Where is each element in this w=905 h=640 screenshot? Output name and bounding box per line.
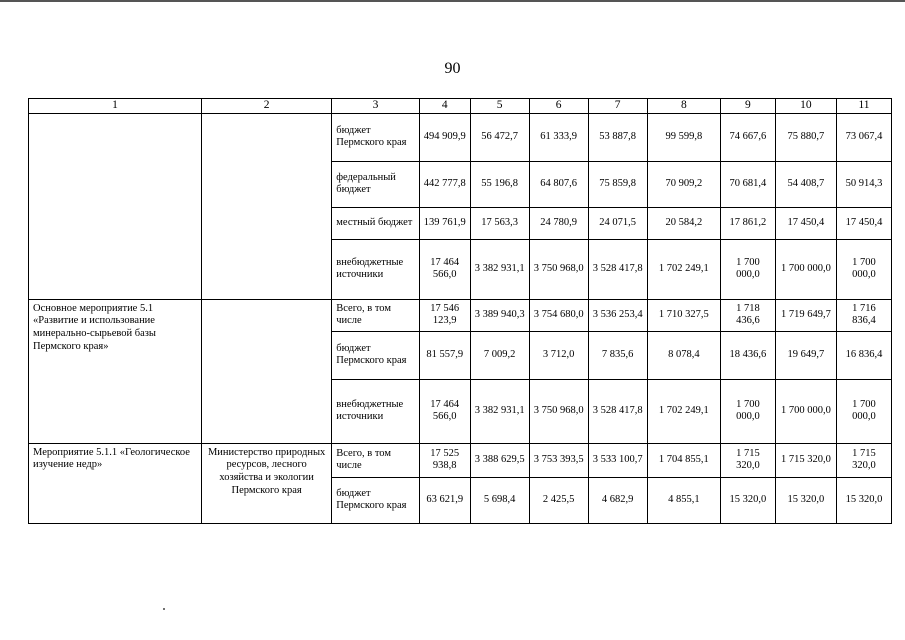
amount-cell: 53 887,8 <box>588 113 647 161</box>
funding-source: бюджет Пермского края <box>332 113 420 161</box>
amount-cell: 3 528 417,8 <box>588 379 647 443</box>
amount-cell: 7 835,6 <box>588 331 647 379</box>
executor: Министерство природных ресурсов, лесного хозяйства и экологии Пермского края <box>202 443 332 523</box>
amount-cell: 70 909,2 <box>647 161 720 207</box>
amount-cell: 17 450,4 <box>836 207 891 239</box>
amount-cell: 17 525 938,8 <box>419 443 470 477</box>
amount-cell: 18 436,6 <box>720 331 775 379</box>
scan-speck <box>163 608 165 610</box>
funding-source: бюджет Пермского края <box>332 477 420 523</box>
amount-cell: 55 196,8 <box>470 161 529 207</box>
amount-cell: 54 408,7 <box>775 161 836 207</box>
amount-cell: 1 718 436,6 <box>720 299 775 331</box>
amount-cell: 3 750 968,0 <box>529 379 588 443</box>
amount-cell: 81 557,9 <box>419 331 470 379</box>
amount-cell: 1 700 000,0 <box>836 379 891 443</box>
amount-cell: 3 750 968,0 <box>529 239 588 299</box>
amount-cell: 75 859,8 <box>588 161 647 207</box>
table-row <box>29 443 892 477</box>
amount-cell: 3 533 100,7 <box>588 443 647 477</box>
amount-cell: 64 807,6 <box>529 161 588 207</box>
amount-cell: 3 388 629,5 <box>470 443 529 477</box>
column-header-10: 10 <box>775 99 836 114</box>
amount-cell: 63 621,9 <box>419 477 470 523</box>
amount-cell: 1 716 836,4 <box>836 299 891 331</box>
amount-cell: 17 464 566,0 <box>419 239 470 299</box>
amount-cell: 75 880,7 <box>775 113 836 161</box>
amount-cell: 2 425,5 <box>529 477 588 523</box>
column-header-2: 2 <box>202 99 332 114</box>
column-header-11: 11 <box>836 99 891 114</box>
amount-cell: 3 382 931,1 <box>470 379 529 443</box>
amount-cell: 4 682,9 <box>588 477 647 523</box>
amount-cell: 24 071,5 <box>588 207 647 239</box>
funding-source: бюджет Пермского края <box>332 331 420 379</box>
amount-cell: 17 450,4 <box>775 207 836 239</box>
table-row <box>29 299 892 331</box>
amount-cell: 15 320,0 <box>836 477 891 523</box>
column-header-3: 3 <box>332 99 420 114</box>
amount-cell: 3 389 940,3 <box>470 299 529 331</box>
column-header-9: 9 <box>720 99 775 114</box>
amount-cell: 3 382 931,1 <box>470 239 529 299</box>
amount-cell: 3 528 417,8 <box>588 239 647 299</box>
column-header-4: 4 <box>419 99 470 114</box>
amount-cell: 139 761,9 <box>419 207 470 239</box>
funding-source: внебюджетные источники <box>332 239 420 299</box>
amount-cell: 8 078,4 <box>647 331 720 379</box>
amount-cell: 1 702 249,1 <box>647 239 720 299</box>
amount-cell: 50 914,3 <box>836 161 891 207</box>
amount-cell: 1 700 000,0 <box>836 239 891 299</box>
amount-cell: 17 563,3 <box>470 207 529 239</box>
column-header-1: 1 <box>29 99 202 114</box>
activity-name <box>29 113 202 299</box>
amount-cell: 17 546 123,9 <box>419 299 470 331</box>
page-top-border <box>0 0 905 2</box>
amount-cell: 7 009,2 <box>470 331 529 379</box>
amount-cell: 1 702 249,1 <box>647 379 720 443</box>
page-number: 90 <box>444 60 461 77</box>
amount-cell: 4 855,1 <box>647 477 720 523</box>
funding-source: местный бюджет <box>332 207 420 239</box>
funding-source: внебюджетные источники <box>332 379 420 443</box>
amount-cell: 1 700 000,0 <box>775 239 836 299</box>
funding-source: Всего, в том числе <box>332 299 420 331</box>
table-header-row <box>29 99 892 114</box>
amount-cell: 1 700 000,0 <box>720 379 775 443</box>
amount-cell: 19 649,7 <box>775 331 836 379</box>
column-header-6: 6 <box>529 99 588 114</box>
amount-cell: 24 780,9 <box>529 207 588 239</box>
column-header-7: 7 <box>588 99 647 114</box>
amount-cell: 3 754 680,0 <box>529 299 588 331</box>
funding-source: федеральный бюджет <box>332 161 420 207</box>
amount-cell: 1 700 000,0 <box>775 379 836 443</box>
amount-cell: 17 861,2 <box>720 207 775 239</box>
amount-cell: 442 777,8 <box>419 161 470 207</box>
amount-cell: 15 320,0 <box>775 477 836 523</box>
amount-cell: 61 333,9 <box>529 113 588 161</box>
amount-cell: 1 710 327,5 <box>647 299 720 331</box>
amount-cell: 99 599,8 <box>647 113 720 161</box>
amount-cell: 5 698,4 <box>470 477 529 523</box>
executor <box>202 113 332 299</box>
amount-cell: 56 472,7 <box>470 113 529 161</box>
amount-cell: 73 067,4 <box>836 113 891 161</box>
column-header-5: 5 <box>470 99 529 114</box>
amount-cell: 1 715 320,0 <box>836 443 891 477</box>
amount-cell: 3 712,0 <box>529 331 588 379</box>
amount-cell: 16 836,4 <box>836 331 891 379</box>
column-header-8: 8 <box>647 99 720 114</box>
activity-name: Мероприятие 5.1.1 «Геологическое изучение недр» <box>29 443 202 523</box>
activity-name: Основное мероприятие 5.1 «Развитие и использование минерально-сырьевой базы Пермского края» <box>29 299 202 443</box>
amount-cell: 17 464 566,0 <box>419 379 470 443</box>
amount-cell: 1 704 855,1 <box>647 443 720 477</box>
amount-cell: 74 667,6 <box>720 113 775 161</box>
amount-cell: 3 753 393,5 <box>529 443 588 477</box>
amount-cell: 20 584,2 <box>647 207 720 239</box>
amount-cell: 494 909,9 <box>419 113 470 161</box>
amount-cell: 1 715 320,0 <box>775 443 836 477</box>
amount-cell: 1 700 000,0 <box>720 239 775 299</box>
amount-cell: 3 536 253,4 <box>588 299 647 331</box>
table-row <box>29 113 892 161</box>
amount-cell: 70 681,4 <box>720 161 775 207</box>
funding-source: Всего, в том числе <box>332 443 420 477</box>
budget-table <box>28 98 892 524</box>
amount-cell: 15 320,0 <box>720 477 775 523</box>
amount-cell: 1 719 649,7 <box>775 299 836 331</box>
amount-cell: 1 715 320,0 <box>720 443 775 477</box>
executor <box>202 299 332 443</box>
